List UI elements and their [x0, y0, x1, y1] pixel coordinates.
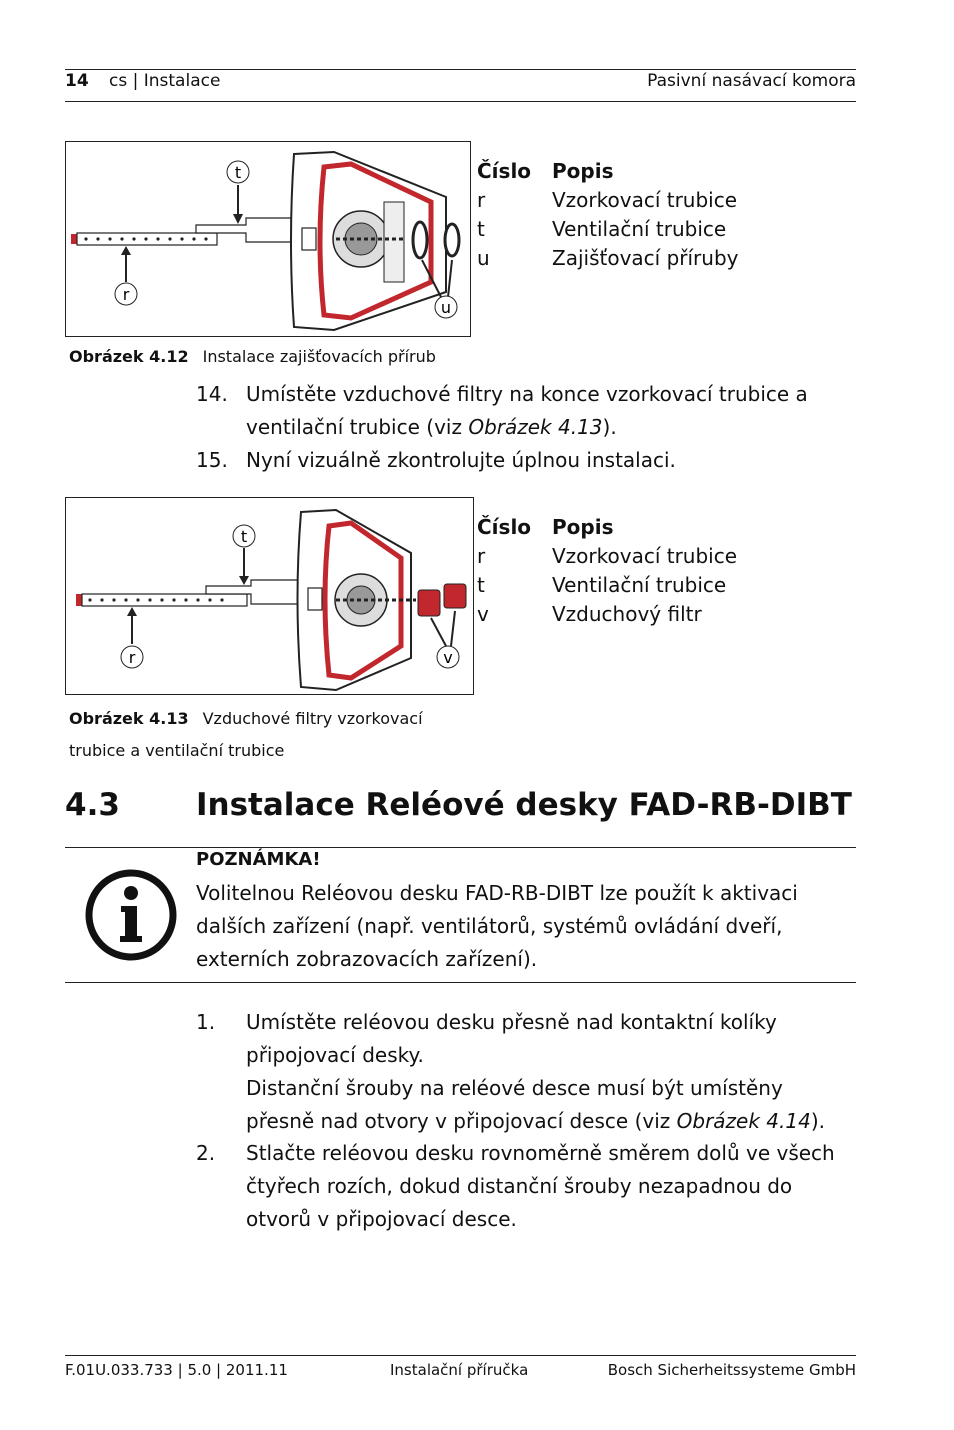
legend-row [477, 600, 737, 629]
legend-desc: Ventilační trubice [552, 217, 727, 241]
flange-2 [445, 224, 459, 256]
step-text: Nyní vizuálně zkontrolujte úplnou instalaci. [246, 448, 676, 472]
legend-row [477, 186, 738, 215]
step-number: 14. [196, 382, 228, 406]
figure-4-12 [65, 141, 471, 337]
step-15 [196, 444, 856, 478]
note-title: POZNÁMKA! [196, 849, 321, 870]
legend-header [477, 513, 737, 542]
step-14 [196, 378, 856, 448]
step-line [246, 1105, 856, 1138]
figure-4-13-caption-line2: trubice a ventilační trubice [69, 741, 285, 760]
caption-label: Obrázek 4.12 [69, 347, 189, 366]
step-line: připojovací desky. [246, 1043, 424, 1067]
inlet-port [308, 588, 322, 610]
step-text [246, 378, 856, 444]
step-line: Umístěte reléovou desku přesně nad kontaktní kolíky [246, 1010, 777, 1034]
header-rule-bottom [65, 101, 856, 102]
inlet-port [302, 228, 316, 250]
callout-t-arrow [239, 576, 249, 585]
note-line: dalších zařízení (např. ventilátorů, systémů ovládání dveří, [196, 914, 783, 938]
callout-r-arrow [127, 607, 137, 616]
figure-4-13-drawing [66, 498, 473, 694]
step-text [246, 1137, 856, 1236]
step-2 [196, 1137, 856, 1239]
section-title: Instalace Reléové desky FAD-RB-DIBT [196, 787, 852, 823]
step-number: 1. [196, 1010, 216, 1034]
note-rule-bottom [65, 982, 856, 983]
page-number: 14 [65, 71, 89, 91]
legend-id: t [477, 573, 485, 597]
step-text-part: ). [602, 415, 617, 439]
figure-4-12-caption [69, 347, 436, 366]
step-number: 15. [196, 448, 228, 472]
legend-id: v [477, 602, 489, 626]
step-line: Distanční šrouby na reléové desce musí být umístěny [246, 1076, 783, 1100]
figure-4-13-caption [69, 709, 423, 728]
header-rule-top [65, 69, 856, 70]
callout-v-line-1 [431, 618, 446, 646]
footer-rule [65, 1355, 856, 1356]
section-number: 4.3 [65, 787, 120, 823]
legend-desc: Vzorkovací trubice [552, 544, 738, 568]
callout-v-line-2 [451, 611, 455, 646]
header-section: cs | Instalace [109, 71, 221, 91]
callout-t-label: t [240, 527, 248, 546]
note-rule-top [65, 847, 856, 848]
callout-r-label: r [128, 648, 136, 667]
legend-desc: Vzorkovací trubice [552, 188, 738, 212]
header-title: Pasivní nasávací komora [647, 71, 856, 91]
tube-end-cap [71, 234, 77, 244]
air-filter-2 [444, 584, 466, 608]
caption-text: Vzduchové filtry vzorkovací [202, 709, 423, 728]
figure-4-13-legend [477, 513, 737, 629]
caption-label: Obrázek 4.13 [69, 709, 189, 728]
flange-1 [413, 222, 427, 258]
step-text-part: Umístěte vzduchové filtry na konce vzorkovací trubice a ventilační trubice (viz [246, 382, 808, 439]
legend-id: r [477, 544, 486, 568]
step-1 [196, 1006, 856, 1141]
legend-id: t [477, 217, 485, 241]
legend-id: r [477, 188, 486, 212]
legend-desc: Zajišťovací příruby [552, 246, 739, 270]
step-number: 2. [196, 1141, 216, 1165]
footer-company: Bosch Sicherheitssysteme GmbH [607, 1361, 856, 1379]
info-icon [84, 868, 178, 962]
step-text [246, 1006, 856, 1138]
legend-desc: Ventilační trubice [552, 573, 727, 597]
step-text-part: ). [810, 1109, 825, 1133]
legend-id: u [477, 246, 490, 270]
figure-4-12-drawing [66, 142, 470, 336]
figure-reference[interactable]: Obrázek 4.14 [676, 1109, 811, 1133]
air-filter-1 [418, 590, 440, 616]
legend-header [477, 157, 738, 186]
legend-desc: Vzduchový filtr [552, 602, 702, 626]
footer-doc-id: F.01U.033.733 | 5.0 | 2011.11 [65, 1361, 288, 1379]
callout-r-arrow [121, 246, 131, 255]
step-line: otvorů v připojovací desce. [246, 1207, 517, 1231]
chamber-block [384, 202, 404, 282]
callout-t-label: t [234, 163, 242, 182]
caption-text: Instalace zajišťovacích přírub [202, 347, 436, 366]
step-line: čtyřech rozích, dokud distanční šrouby nezapadnou do [246, 1174, 793, 1198]
callout-t-arrow [233, 214, 243, 224]
callout-u-line-2 [448, 260, 452, 297]
legend-row [477, 244, 738, 273]
note-line: externích zobrazovacích zařízení). [196, 947, 538, 971]
callout-u-label: u [440, 298, 452, 317]
tube-end-cap [76, 594, 82, 606]
note-line: Volitelnou Reléovou desku FAD-RB-DIBT lze použít k aktivaci [196, 881, 798, 905]
callout-r-label: r [122, 285, 130, 304]
legend-row [477, 542, 737, 571]
step-line: Stlačte reléovou desku rovnoměrně směrem dolů ve všech [246, 1141, 835, 1165]
step-text-part: přesně nad otvory v připojovací desce (viz [246, 1109, 677, 1133]
legend-col-number: Číslo [477, 159, 532, 183]
figure-reference[interactable]: Obrázek 4.13 [468, 415, 603, 439]
legend-col-description: Popis [552, 159, 614, 183]
figure-4-12-legend [477, 157, 738, 273]
legend-col-description: Popis [552, 515, 614, 539]
callout-v-label: v [443, 648, 453, 667]
legend-row [477, 571, 737, 600]
legend-col-number: Číslo [477, 515, 532, 539]
figure-4-13 [65, 497, 474, 695]
note-body [196, 877, 856, 976]
legend-row [477, 215, 738, 244]
footer-doc-type: Instalační příručka [390, 1361, 529, 1379]
